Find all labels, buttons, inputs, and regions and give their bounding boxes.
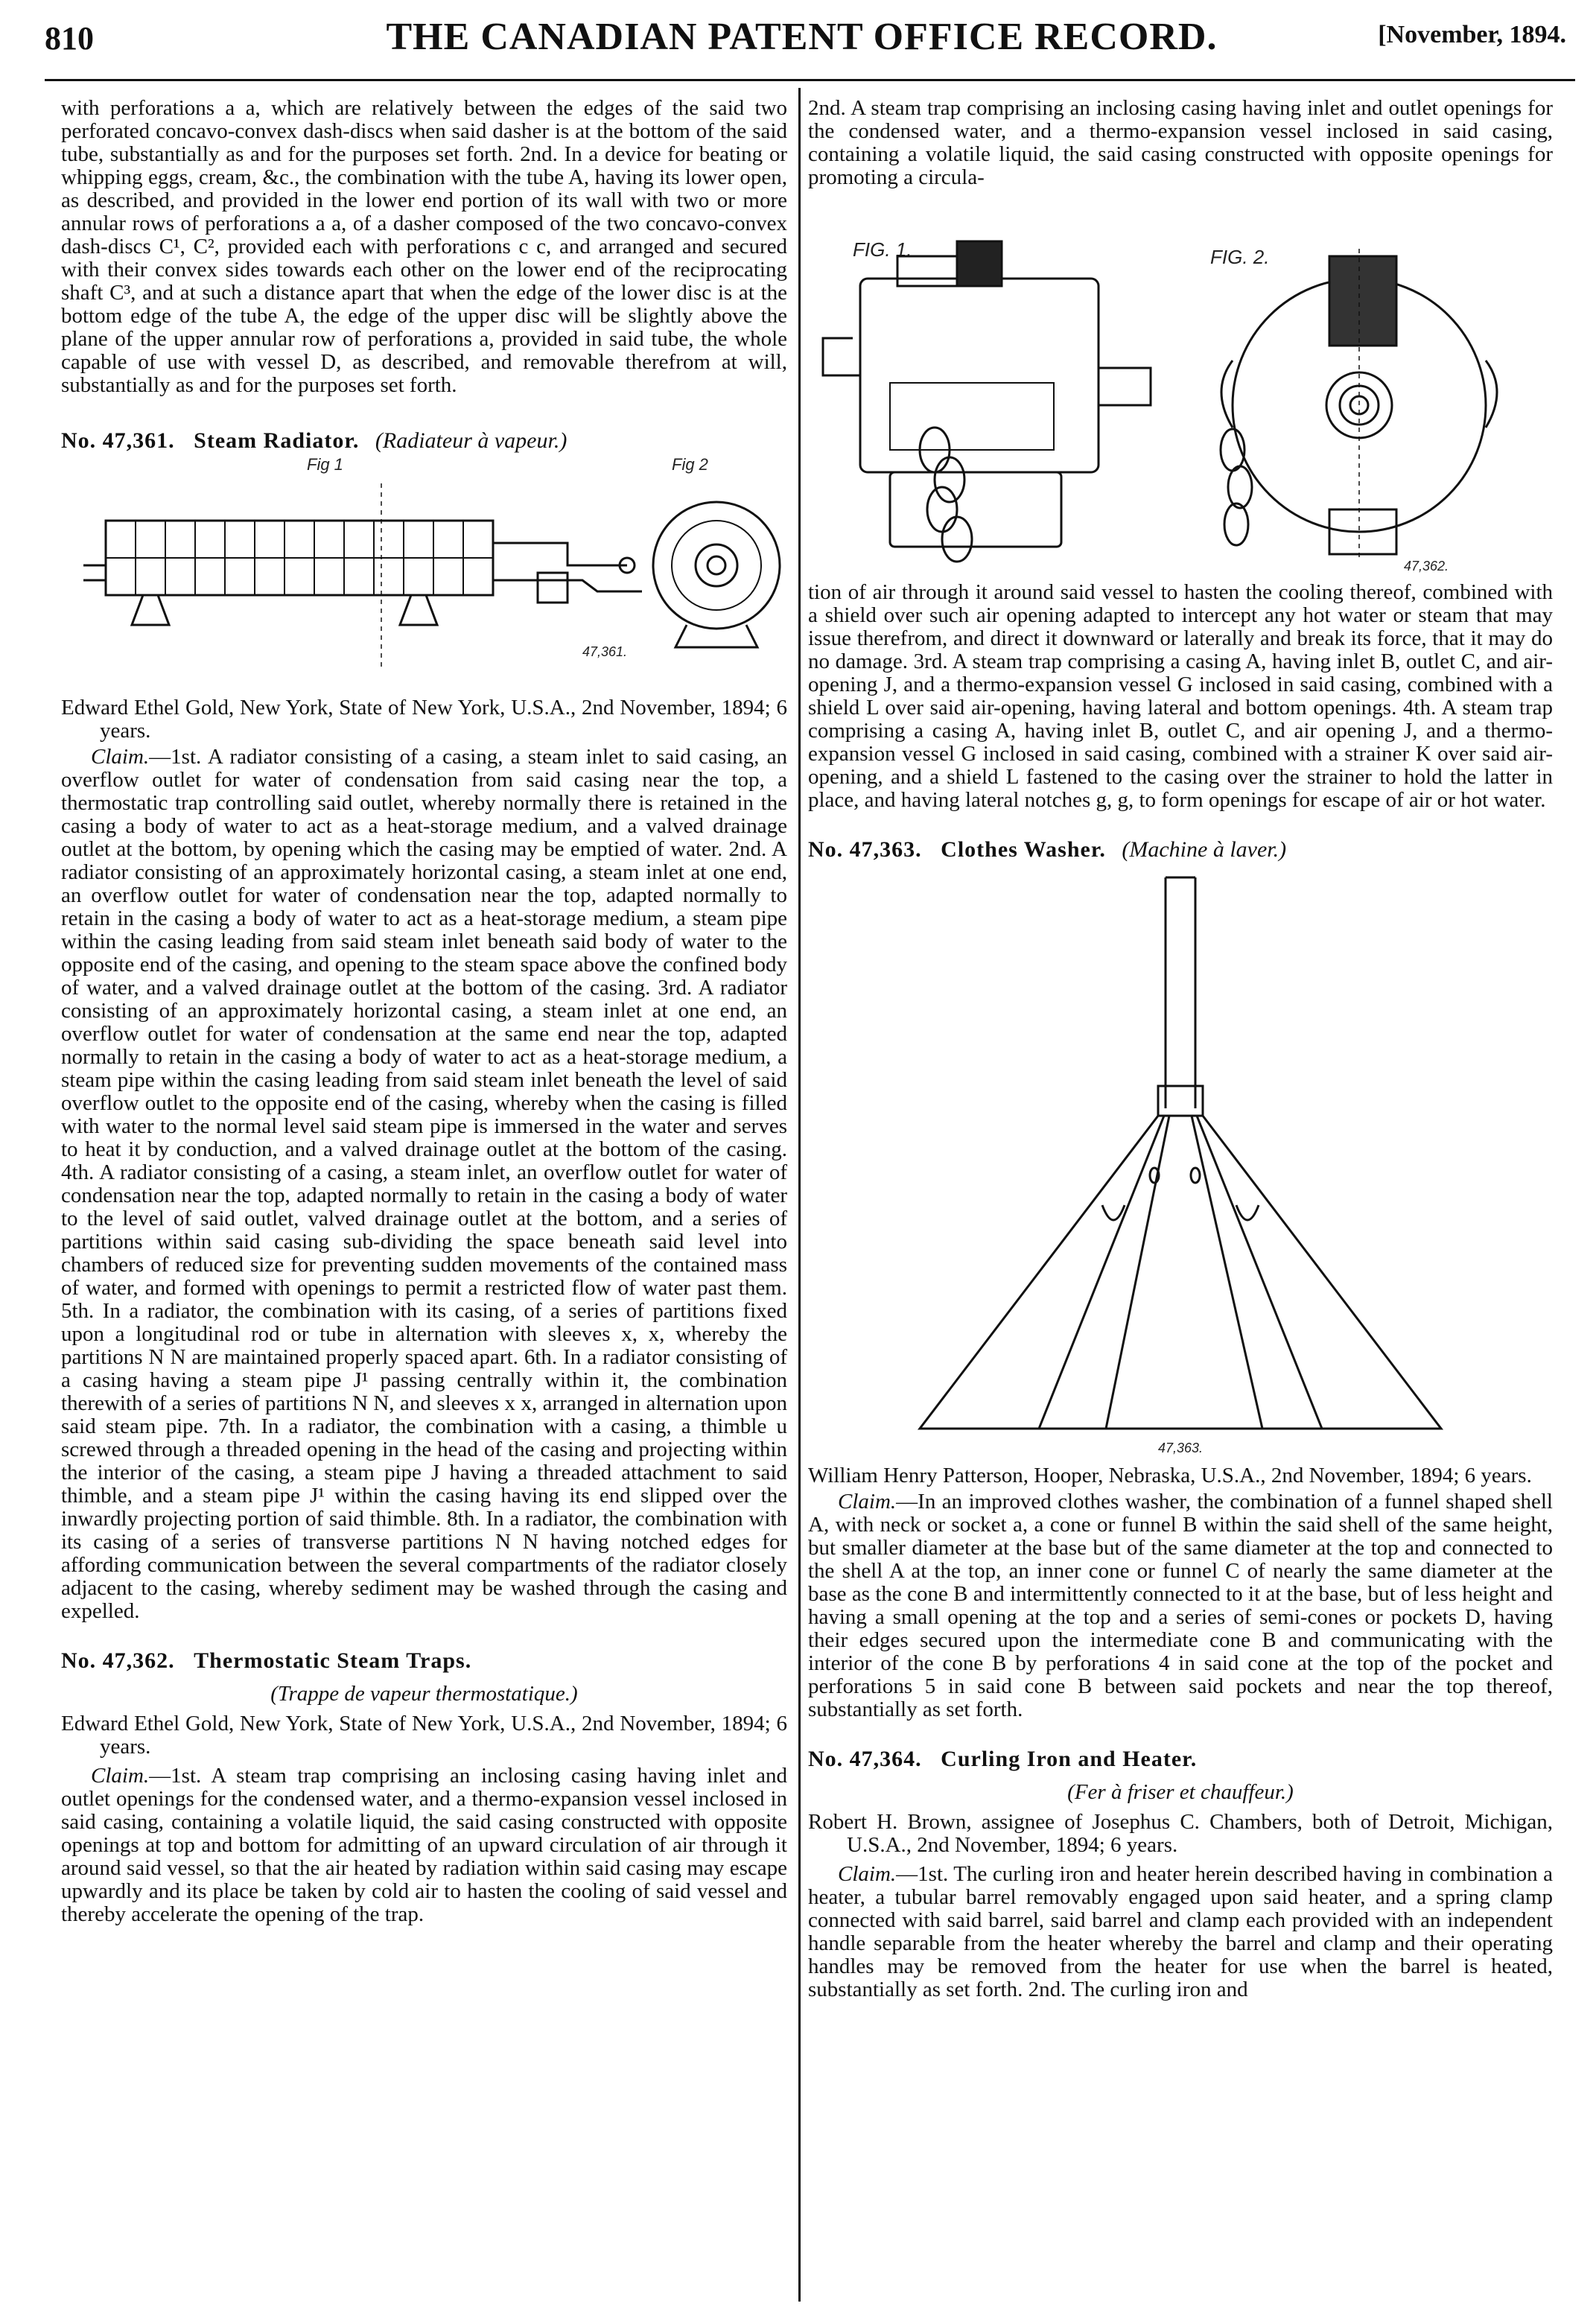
patent-heading-47361 (61, 428, 787, 454)
patent-number: No. 47,362. (61, 1648, 175, 1673)
claim-paragraph (808, 1490, 1553, 1721)
fig2-label: Fig 2 (672, 455, 708, 474)
left-column (61, 97, 787, 1926)
continued-claim-text-2: tion of air through it around said vessel to hasten the cooling thereof, combined with a shield over such air opening adapted to intercept any hot water or steam that may issue therefrom, and direct it downward or laterally and break its force, that it may do no damage. 3rd. A steam trap comprising a casing A, having inlet B, outlet C, and air-opening J, and a thermo-expansion vessel G inclosed in said casing, combined with a shield L over said air-opening, having lateral and bottom openings. 4th. A steam trap comprising a casing A, having inlet B, outlet C, and air opening J, and a thermo-expansion vessel G inclosed in said casing, combined with a strainer K over said air-opening, and a shield L fastened to the casing over the strainer to hold the latter in place, and having lateral notches g, g, to form openings for escape of air or hot water. (808, 580, 1553, 812)
claim-text: —In an improved clothes washer, the combination of a funnel shaped shell A, with neck or socket a, a cone or funnel B within the said shell of the same height, but smaller diameter at the base but of the same diameter at the top and connected to the shell A at the top, an inner cone or funnel C of nearly the same diameter at the base as the cone B and intermittently connected to it at the base, but of less height and having a small opening at the top and a series of semi-cones or pockets D, having their edges secured upon the intermediate cone B and communicating with the interior of the cone B by perforations 4 in said cone at the top of the pocket and perforations 5 in said cone B between said pockets and near the top thereof, substantially as set forth. (808, 1490, 1553, 1721)
patent-french-name: (Trappe de vapeur thermostatique.) (270, 1682, 578, 1706)
patent-heading-47363 (808, 837, 1553, 863)
continued-claim-text: 2nd. A steam trap comprising an inclosing casing having inlet and outlet openings for the condensed water, and a thermo-expansion vessel inclosed in said casing, containing a volatile liquid, the said casing constructed with opposite openings for promoting a circula- (808, 96, 1553, 189)
claim-paragraph (61, 746, 787, 1623)
patent-name: Clothes Washer. (941, 837, 1106, 862)
patent-french-name: (Machine à laver.) (1122, 837, 1287, 862)
fig-ref-number: 47,361. (582, 644, 628, 659)
patent-name: Thermostatic Steam Traps. (194, 1648, 472, 1673)
claim-label: Claim. (91, 745, 150, 769)
claim-text: —1st. A radiator consisting of a casing, a steam inlet to said casing, an overflow outlet for water of condensation from said casing near the top, a thermostatic trap controlling said outlet, whereby normally there is retained in the casing a body of water to act as a heat-storage medium, and a valved drainage outlet at the bottom, by opening which the casing may be emptied of water. 2nd. A radiator consisting of an approximately horizontal casing, a steam inlet at one end, an overflow outlet for water of condensation near the top, adapted normally to retain in the casing a body of water to act as a heat-storage medium, a steam pipe within the casing leading from said steam inlet beneath said body of water to the opposite end of the casing, and opening to the steam space above the confined body of water, and a valved drainage outlet at the bottom of the casing. 3rd. A radiator consisting of an approximately horizontal casing, a steam inlet at one end, an overflow outlet for water of condensation at the same end near the top, adapted normally to retain in the casing a body of water to act as a heat-storage medium, a steam pipe within the casing leading from said steam inlet beneath the level of said overflow outlet to the opposite end of the casing, whereby when the casing is filled with water to the normal level said steam pipe is immersed in the water and serves to heat it by conduction, and a valved drainage outlet at the bottom of the casing. 4th. A radiator consisting of a casing, a steam inlet, an overflow outlet for water of condensation near the top, adapted normally to retain in the casing a body of water to the level of said outlet, valved drainage outlet at the bottom, and a series of partitions within said casing sub-dividing the space beneath said level into chambers of reduced size for preventing sudden movements of the contained mass of water, and formed with openings to permit a restricted flow of water past them. 5th. In a radiator, the combination with its casing, of a series of partitions fixed upon a longitudinal rod or tube in alternation with sleeves x, x, whereby the partitions N N are maintained properly spaced apart. 6th. In a radiator consisting of a casing having a steam pipe J¹ passing centrally within it, the combination therewith of a series of partitions N N, and sleeves x x, arranged in alternation upon said steam pipe. 7th. In a radiator, the combination with a casing, a thimble u screwed through a threaded opening in the head of the casing and projecting within the interior of the casing, a steam pipe J having a threaded attachment to said thimble, and a steam pipe J¹ within the casing having its end slipped over the inwardly projecting portion of said thimble. 8th. In a radiator, the combination with its casing of a series of transverse partitions N N having notched edges for affording communication between the several compartments of the radiator closely adjacent to the casing, whereby sediment may be washed through the casing and expelled. (61, 745, 787, 1623)
header-rule (45, 79, 1575, 81)
patent-number: No. 47,363. (808, 837, 922, 862)
claim-label: Claim. (838, 1862, 897, 1886)
continued-claim-text: with perforations a a, which are relatively between the edges of the said two perforated concavo-convex dash-discs when said dasher is at the bottom of the said tube, substantially as and for the purposes set forth. 2nd. In a device for beating or whipping eggs, cream, &c., the combination with the tube A, having its lower open, as described, and provided in the lower end portion of its wall with two or more annular rows of perforations a a, of a dasher composed of the two concavo-convex dash-discs C¹, C², provided each with perforations c c, and arranged and secured with their convex sides towards each other on the lower end of the reciprocating shaft C³, and at such a distance apart that when the edge of the lower disc is at the bottom edge of the tube A, the edge of the upper disc will be slightly above the plane of the upper annular row of perforations a, provided in said tube, the whole capable of use with vessel D, as described, and removable therefrom at will, substantially as and for the purposes set forth. (61, 96, 787, 397)
publication-title: THE CANADIAN PATENT OFFICE RECORD. (386, 16, 1218, 58)
claim-label: Claim. (838, 1490, 897, 1514)
claim-label: Claim. (91, 1764, 150, 1788)
patent-number: No. 47,364. (808, 1747, 922, 1771)
inventor-line: William Henry Patterson, Hooper, Nebraska, U.S.A., 2nd November, 1894; 6 years. (808, 1464, 1532, 1487)
claim-paragraph (808, 1863, 1553, 2001)
issue-date: [November, 1894. (1378, 21, 1566, 48)
fig1-label: FIG. 1. (853, 238, 912, 261)
patent-heading-47364 (808, 1747, 1553, 1772)
column-divider (798, 88, 801, 2302)
page-number: 810 (45, 20, 94, 57)
fig1-label: Fig 1 (307, 455, 343, 474)
steam-trap-drawing (808, 189, 1553, 577)
page-header (30, 9, 1574, 67)
patent-french-name: (Radiateur à vapeur.) (375, 428, 567, 453)
radiator-drawing (61, 454, 787, 677)
fig2-label: FIG. 2. (1210, 246, 1270, 268)
inventor-line: Edward Ethel Gold, New York, State of New York, U.S.A., 2nd November, 1894; 6 years. (61, 696, 787, 743)
patent-heading-47362 (61, 1648, 787, 1674)
clothes-washer-drawing (808, 863, 1553, 1458)
fig-ref-number: 47,363. (1158, 1441, 1204, 1455)
patent-number: No. 47,361. (61, 428, 175, 453)
inventor-line: Edward Ethel Gold, New York, State of New York, U.S.A., 2nd November, 1894; 6 years. (61, 1712, 787, 1759)
claim-text: —1st. A steam trap comprising an inclosing casing having inlet and outlet openings for the condensed water, and a thermo-expansion vessel inclosed in said casing, containing a volatile liquid, the said casing constructed with opposite openings at top and bottom for admitting of an upward circulation of air through it around said vessel, so that the air heated by radiation within said casing may escape upwardly and its place be taken by cold air to hasten the cooling of said vessel and thereby accelerate the opening of the trap. (61, 1764, 787, 1926)
patent-name: Curling Iron and Heater. (941, 1747, 1198, 1771)
inventor-line: Robert H. Brown, assignee of Josephus C. Chambers, both of Detroit, Michigan, U.S.A., 2nd November, 1894; 6 years. (808, 1810, 1553, 1857)
fig-ref-number: 47,362. (1404, 559, 1449, 574)
patent-name: Steam Radiator. (194, 428, 360, 453)
patent-french-name: (Fer à friser et chauffeur.) (1067, 1780, 1294, 1804)
claim-text: —1st. The curling iron and heater herein described having in combination a heater, a tubular barrel removably engaged upon said heater, and a spring clamp connected with said barrel, said barrel and clamp each provided with an independent handle separable from the heater whereby the barrel and clamp and their operating handles may be removed from the heater for use when the barrel is heated, substantially as set forth. 2nd. The curling iron and (808, 1862, 1553, 2001)
right-column (808, 97, 1553, 2001)
claim-paragraph (61, 1765, 787, 1926)
